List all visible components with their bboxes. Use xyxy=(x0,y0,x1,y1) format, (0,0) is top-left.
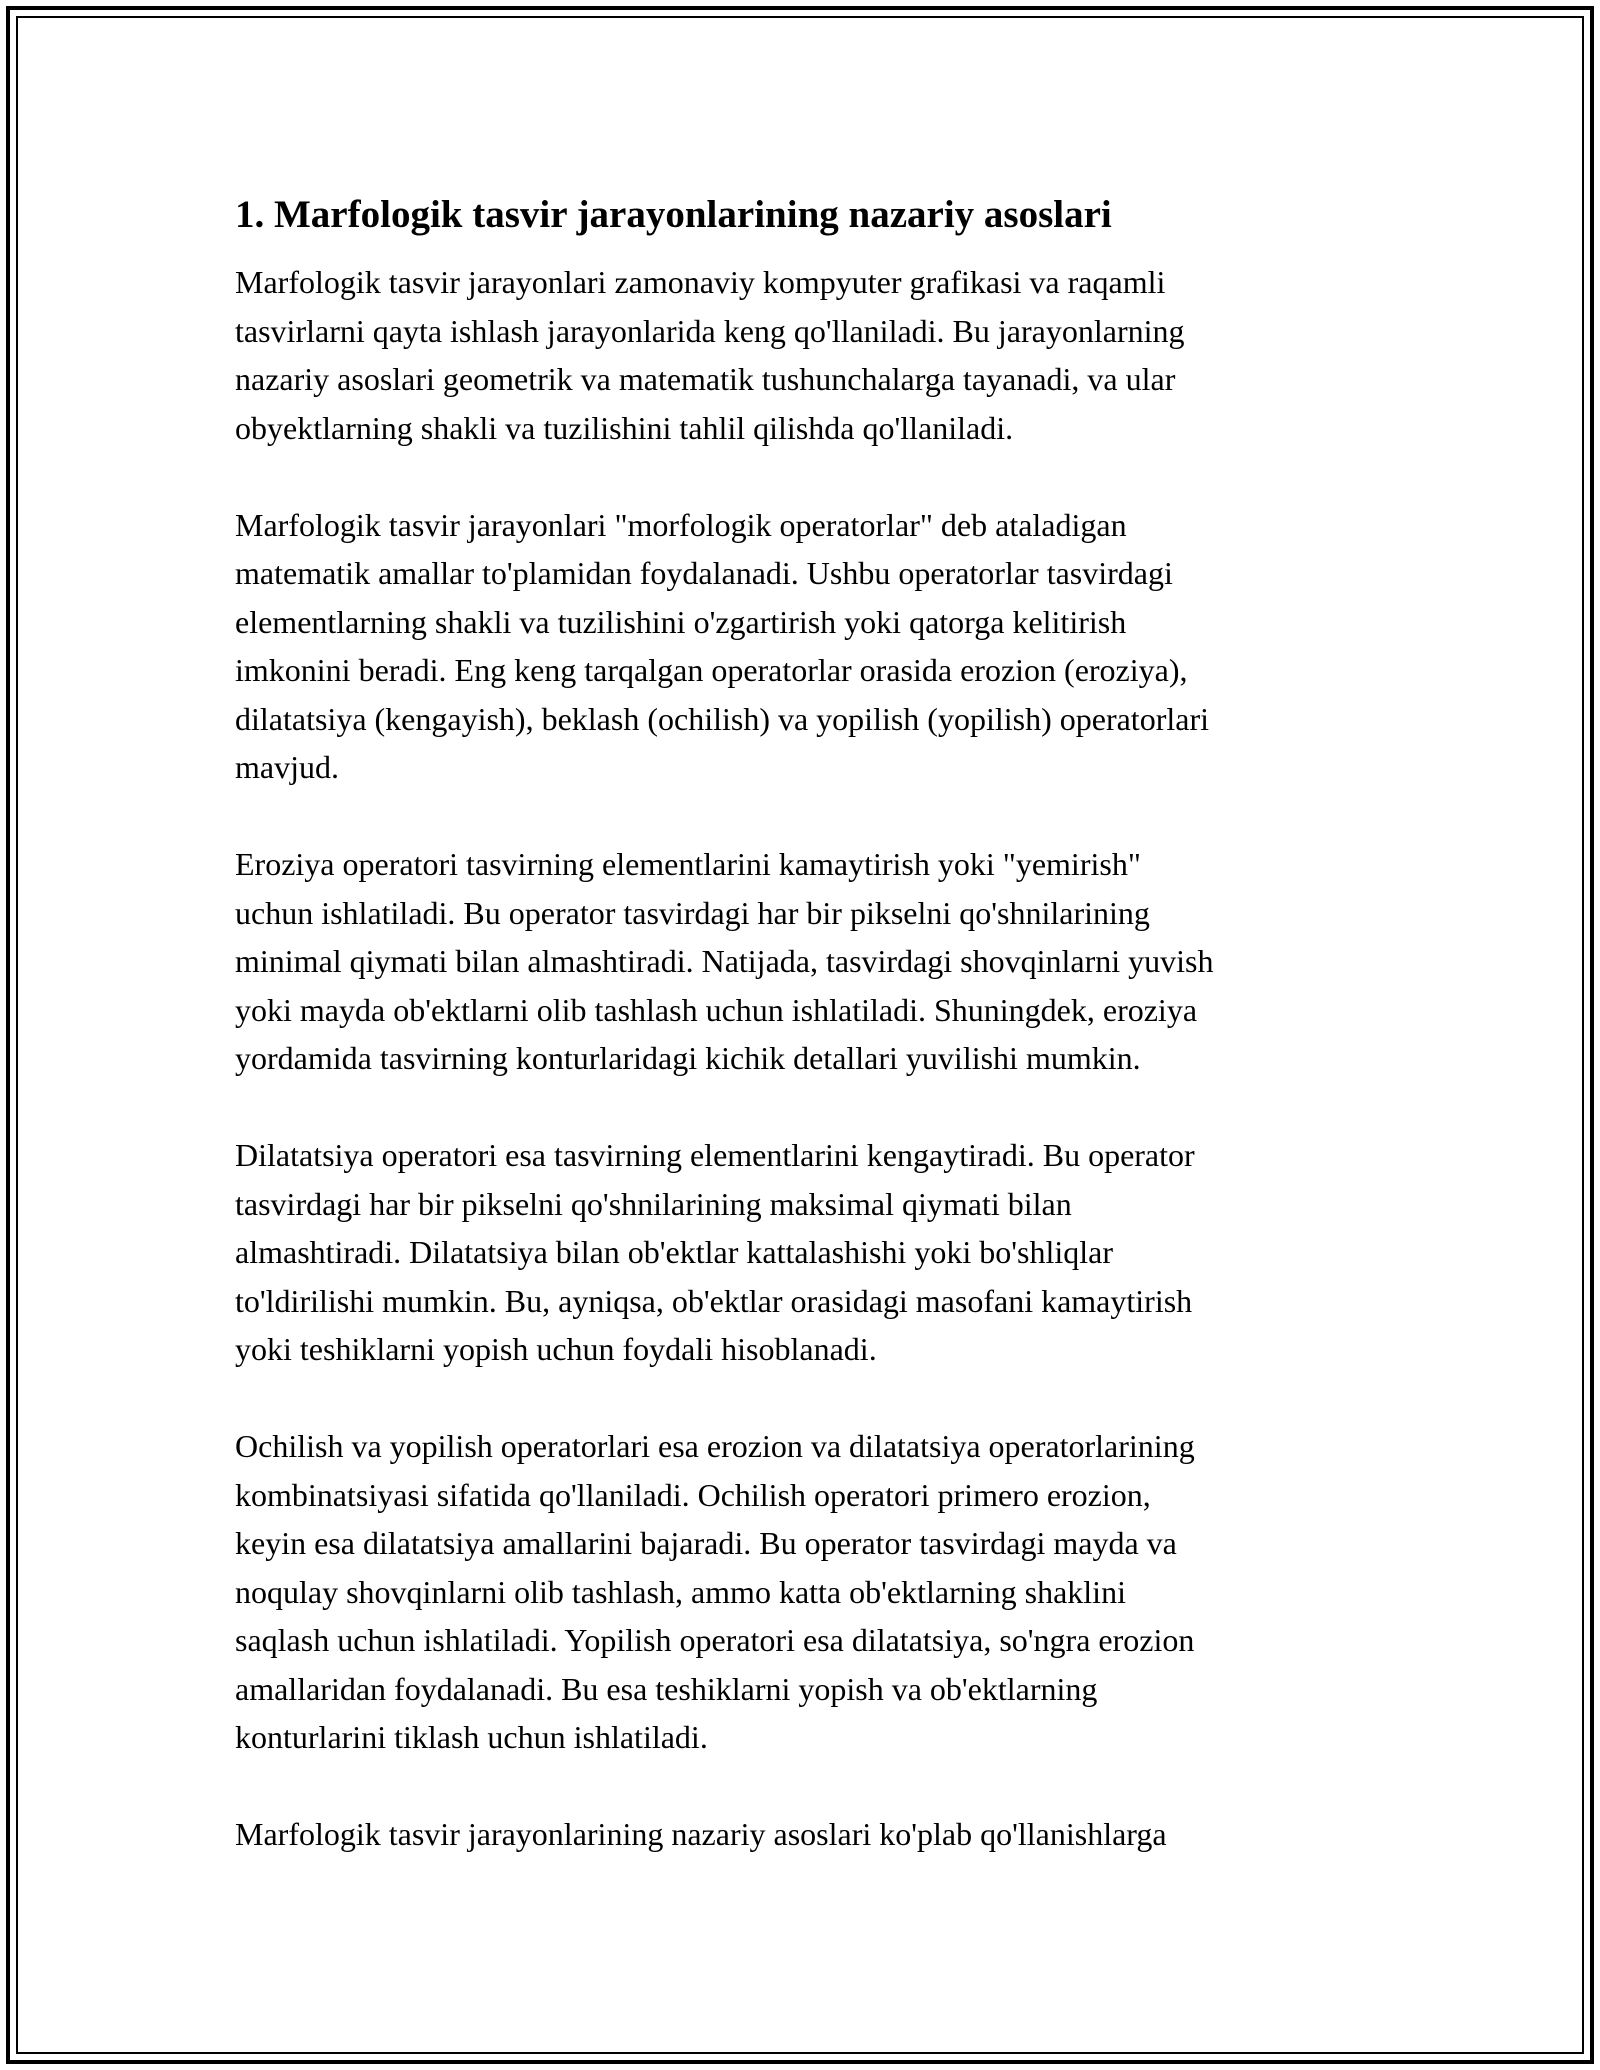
text-line: yoki teshiklarni yopish uchun foydali hisoblanadi. xyxy=(235,1331,877,1367)
paragraph-1 xyxy=(235,258,1375,452)
text-line: imkonini beradi. Eng keng tarqalgan operatorlar orasida erozion (eroziya), xyxy=(235,652,1188,688)
text-line: uchun ishlatiladi. Bu operator tasvirdagi har bir pikselni qo'shnilarining xyxy=(235,894,1150,931)
text-line: yordamida tasvirning konturlaridagi kichik detallari yuvilishi mumkin. xyxy=(235,1040,1141,1076)
text-line: minimal qiymati bilan almashtiradi. Natijada, tasvirdagi shovqinlarni yuvish xyxy=(235,943,1214,979)
text-line: keyin esa dilatatsiya amallarini bajaradi. Bu operator tasvirdagi mayda va xyxy=(235,1525,1177,1561)
text-line: nazariy asoslari geometrik va matematik tushunchalarga tayanadi, va ular xyxy=(235,361,1176,397)
text-line: Marfologik tasvir jarayonlarining nazariy asoslari ko'plab qo'llanishlarga xyxy=(235,1816,1167,1852)
paragraph-6 xyxy=(235,1810,1375,1859)
text-line: Marfologik tasvir jarayonlari "morfologik operatorlar" deb ataladigan xyxy=(235,506,1127,543)
text-line: Marfologik tasvir jarayonlari zamonaviy kompyuter grafikasi va raqamli xyxy=(235,264,1166,300)
paragraph-2 xyxy=(235,501,1375,792)
text-line: noqulay shovqinlarni olib tashlash, ammo katta ob'ektlarning shaklini xyxy=(235,1573,1126,1610)
text-line: obyektlarning shakli va tuzilishini tahlil qilishda qo'llaniladi. xyxy=(235,409,1014,446)
text-line: saqlash uchun ishlatiladi. Yopilish operatori esa dilatatsiya, so'ngra erozion xyxy=(235,1622,1195,1658)
text-line: mavjud. xyxy=(235,749,339,785)
text-line: almashtiradi. Dilatatsiya bilan ob'ektlar kattalashishi yoki bo'shliqlar xyxy=(235,1234,1113,1270)
document-body xyxy=(235,188,1375,1907)
paragraph-3 xyxy=(235,840,1375,1083)
text-line: elementlarning shakli va tuzilishini o'zgartirish yoki qatorga kelitirish xyxy=(235,603,1127,640)
text-line: dilatatsiya (kengayish), beklash (ochilish) va yopilish (yopilish) operatorlari xyxy=(235,700,1209,737)
paragraph-5 xyxy=(235,1422,1375,1762)
text-line: yoki mayda ob'ektlarni olib tashlash uchun ishlatiladi. Shuningdek, eroziya xyxy=(235,991,1198,1028)
text-line: Ochilish va yopilish operatorlari esa erozion va dilatatsiya operatorlarining xyxy=(235,1428,1195,1464)
text-line: to'ldirilishi mumkin. Bu, ayniqsa, ob'ektlar orasidagi masofani kamaytirish xyxy=(235,1282,1193,1319)
text-line: amallaridan foydalanadi. Bu esa teshiklarni yopish va ob'ektlarning xyxy=(235,1670,1098,1707)
text-line: tasvirdagi har bir pikselni qo'shnilarining maksimal qiymati bilan xyxy=(235,1185,1072,1222)
text-line: matematik amallar to'plamidan foydalanadi. Ushbu operatorlar tasvirdagi xyxy=(235,555,1173,591)
text-line: kombinatsiyasi sifatida qo'llaniladi. Ochilish operatori primero erozion, xyxy=(235,1476,1151,1513)
section-heading: 1. Marfologik tasvir jarayonlarining nazariy asoslari xyxy=(235,193,1112,236)
text-line: tasvirlarni qayta ishlash jarayonlarida keng qo'llaniladi. Bu jarayonlarning xyxy=(235,312,1185,349)
paragraph-4 xyxy=(235,1131,1375,1374)
text-line: Dilatatsiya operatori esa tasvirning elementlarini kengaytiradi. Bu operator xyxy=(235,1137,1195,1173)
text-line: Eroziya operatori tasvirning elementlarini kamaytirish yoki "yemirish" xyxy=(235,846,1141,882)
text-line: konturlarini tiklash uchun ishlatiladi. xyxy=(235,1719,708,1755)
